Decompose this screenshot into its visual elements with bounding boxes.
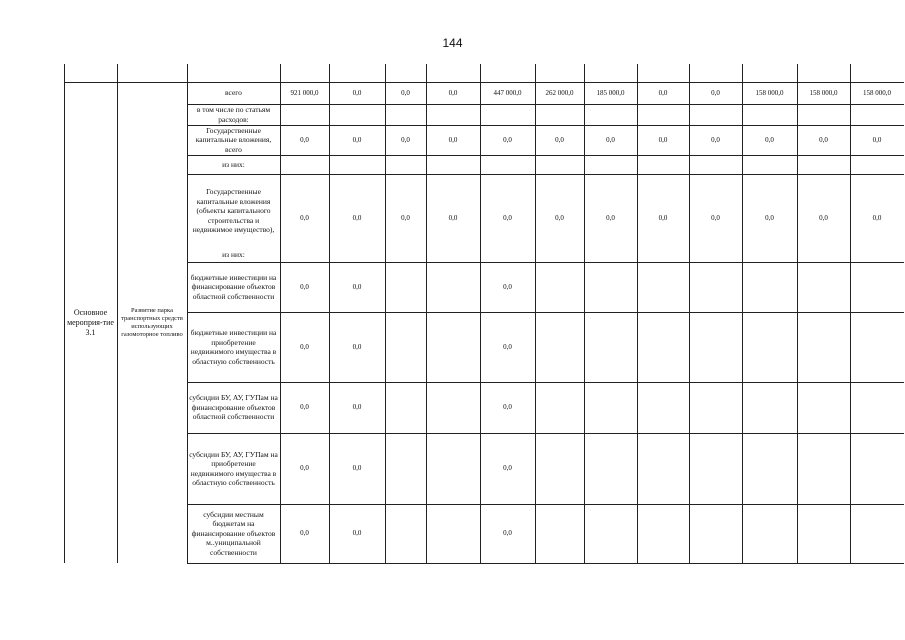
table-vline <box>385 64 386 563</box>
value-cell: 0,0 <box>872 213 882 222</box>
value-cell: 0,0 <box>401 88 410 97</box>
value-cell: 0,0 <box>711 213 720 222</box>
value-cell: 0,0 <box>300 529 309 537</box>
value-cell <box>586 105 635 124</box>
row-label: Государственные капитальные вложения (объекты капитального строительства и недвижимое имущество), <box>192 187 275 235</box>
value-cell <box>799 156 848 173</box>
table-vline <box>329 64 330 563</box>
table-vline <box>426 64 427 563</box>
value-cell <box>428 156 478 173</box>
row-label: из них: <box>222 250 245 260</box>
value-cell <box>331 105 383 124</box>
value-cell: 0,0 <box>765 213 774 222</box>
value-cell <box>744 263 795 311</box>
value-cell <box>537 263 582 311</box>
value-cell <box>586 263 635 311</box>
value-cell <box>482 105 533 124</box>
value-cell: 0,0 <box>503 403 512 411</box>
value-cell: 921 000,0 <box>290 88 319 97</box>
value-cell: 0,0 <box>352 88 362 97</box>
value-cell: 0,0 <box>352 342 362 351</box>
value-cell: 0,0 <box>503 342 512 351</box>
value-cell: 0,0 <box>300 135 309 144</box>
value-cell <box>387 383 424 432</box>
value-cell <box>387 105 424 124</box>
value-cell <box>586 313 635 381</box>
value-cell <box>852 105 902 124</box>
value-cell: 0,0 <box>606 213 615 222</box>
value-cell: 0,0 <box>711 88 720 97</box>
value-cell <box>639 505 687 562</box>
value-cell <box>639 383 687 432</box>
value-cell: 0,0 <box>448 135 458 144</box>
value-cell <box>586 505 635 562</box>
value-cell: 0,0 <box>300 282 309 291</box>
value-cell <box>744 105 795 124</box>
value-cell: 447 000,0 <box>493 88 522 97</box>
row-label: в том числе по статьям расходов: <box>196 105 271 124</box>
value-cell <box>537 383 582 432</box>
value-cell <box>282 156 327 173</box>
row-label: всего <box>225 88 242 98</box>
table-vline <box>480 64 481 563</box>
table-vline <box>742 64 743 563</box>
value-cell <box>428 383 478 432</box>
value-cell: 158 000,0 <box>809 88 838 97</box>
value-cell <box>428 263 478 311</box>
table-vline <box>280 64 281 563</box>
value-cell: 0,0 <box>300 342 309 351</box>
value-cell <box>744 383 795 432</box>
value-cell: 0,0 <box>352 464 362 472</box>
page-number: 144 <box>442 36 463 50</box>
value-cell <box>744 313 795 381</box>
value-cell: 0,0 <box>658 135 668 144</box>
value-cell: 158 000,0 <box>863 88 891 97</box>
value-cell: 0,0 <box>658 213 668 222</box>
table-vline <box>584 64 585 563</box>
value-cell <box>387 434 424 503</box>
value-cell <box>639 105 687 124</box>
value-cell <box>282 105 327 124</box>
value-cell: 0,0 <box>555 135 564 144</box>
value-cell <box>691 383 740 432</box>
value-cell <box>387 263 424 311</box>
value-cell <box>639 263 687 311</box>
value-cell: 0,0 <box>872 135 882 144</box>
value-cell: 0,0 <box>448 213 458 222</box>
value-cell <box>691 505 740 562</box>
row-label: субсидии местным бюджетам на финансирование объектов м..униципальной собственности <box>191 509 276 557</box>
value-cell: 0,0 <box>401 135 410 144</box>
value-cell: 0,0 <box>503 213 512 222</box>
value-cell <box>852 156 902 173</box>
table-vline <box>64 64 65 563</box>
value-cell <box>387 313 424 381</box>
value-cell <box>691 313 740 381</box>
value-cell: 0,0 <box>711 135 720 144</box>
table-vline <box>850 64 851 563</box>
event-label-cell: Основное мероприя-тие 3.1 <box>67 307 114 337</box>
row-label: бюджетные инвестиции на приобретение недвижимого имущества в областную собственность <box>190 328 277 366</box>
value-cell <box>799 505 848 562</box>
value-cell <box>639 434 687 503</box>
value-cell: 0,0 <box>503 282 512 291</box>
value-cell <box>387 156 424 173</box>
value-cell <box>799 383 848 432</box>
value-cell: 0,0 <box>352 403 362 411</box>
value-cell <box>537 313 582 381</box>
value-cell <box>428 313 478 381</box>
value-cell <box>428 105 478 124</box>
table-hline <box>187 563 904 564</box>
value-cell <box>852 505 902 562</box>
value-cell <box>537 105 582 124</box>
value-cell: 0,0 <box>300 403 309 411</box>
value-cell <box>691 105 740 124</box>
value-cell: 0,0 <box>503 464 512 472</box>
value-cell <box>744 434 795 503</box>
value-cell <box>482 156 533 173</box>
value-cell <box>744 505 795 562</box>
value-cell <box>799 434 848 503</box>
value-cell <box>537 156 582 173</box>
value-cell <box>744 156 795 173</box>
table-vline <box>797 64 798 563</box>
event-name-cell: Развитие парка транспортных средств использующих газомоторное топливо <box>121 306 183 338</box>
table-vline <box>689 64 690 563</box>
value-cell: 0,0 <box>555 213 564 222</box>
value-cell <box>852 383 902 432</box>
value-cell <box>586 434 635 503</box>
value-cell <box>799 105 848 124</box>
value-cell <box>428 505 478 562</box>
value-cell <box>691 156 740 173</box>
row-label: Государственные капитальные вложения, всего <box>195 126 272 154</box>
value-cell <box>537 434 582 503</box>
table-vline <box>187 64 188 563</box>
value-cell: 0,0 <box>352 529 362 537</box>
value-cell <box>799 313 848 381</box>
row-label: субсидии БУ, АУ, ГУПам на финансирование объектов областной собственности <box>189 393 278 422</box>
value-cell: 0,0 <box>300 213 309 222</box>
value-cell <box>331 156 383 173</box>
value-cell <box>639 156 687 173</box>
value-cell <box>428 434 478 503</box>
value-cell <box>799 263 848 311</box>
value-cell <box>691 434 740 503</box>
row-label: субсидии БУ, АУ, ГУПам на приобретение недвижимого имущества в областную собственность <box>189 449 278 487</box>
row-label: бюджетные инвестиции на финансирование объектов областной собственности <box>190 272 277 301</box>
value-cell: 0,0 <box>765 135 774 144</box>
value-cell: 262 000,0 <box>545 88 574 97</box>
value-cell: 0,0 <box>352 135 362 144</box>
table-vline <box>535 64 536 563</box>
value-cell: 0,0 <box>819 213 828 222</box>
value-cell <box>852 263 902 311</box>
value-cell <box>691 263 740 311</box>
value-cell: 0,0 <box>658 88 668 97</box>
value-cell: 0,0 <box>819 135 828 144</box>
row-label: из них: <box>222 159 245 169</box>
value-cell: 158 000,0 <box>755 88 784 97</box>
value-cell: 0,0 <box>352 282 362 291</box>
value-cell: 0,0 <box>448 88 458 97</box>
value-cell <box>586 156 635 173</box>
value-cell <box>852 434 902 503</box>
value-cell <box>586 383 635 432</box>
table-vline <box>637 64 638 563</box>
value-cell: 0,0 <box>401 213 410 222</box>
value-cell <box>852 313 902 381</box>
value-cell <box>639 313 687 381</box>
table-vline <box>117 64 118 563</box>
value-cell: 185 000,0 <box>596 88 625 97</box>
value-cell: 0,0 <box>503 529 512 537</box>
value-cell <box>537 505 582 562</box>
value-cell <box>387 505 424 562</box>
value-cell: 0,0 <box>606 135 615 144</box>
value-cell: 0,0 <box>300 464 309 472</box>
value-cell: 0,0 <box>352 213 362 222</box>
value-cell: 0,0 <box>503 135 512 144</box>
